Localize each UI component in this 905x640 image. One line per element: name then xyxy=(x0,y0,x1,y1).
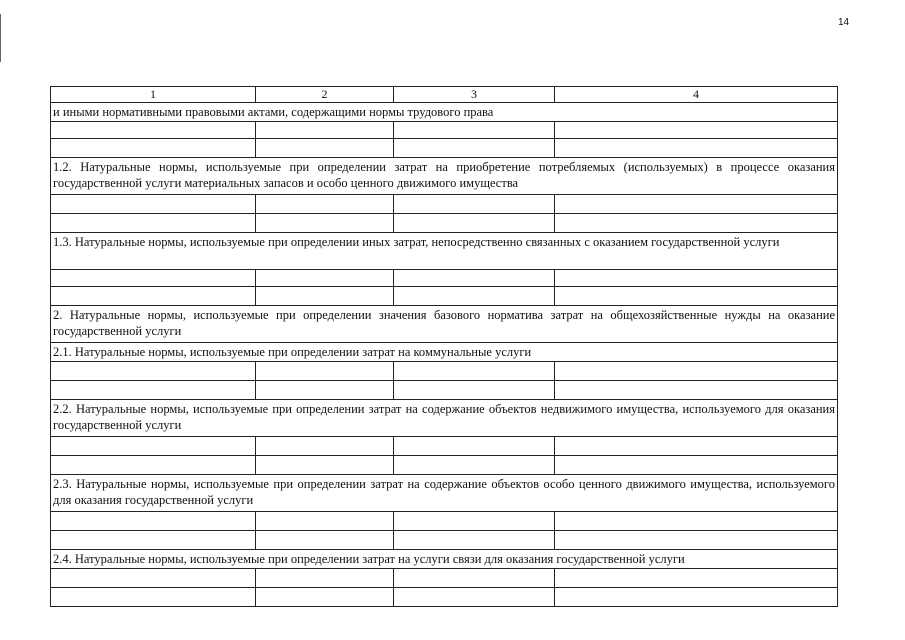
empty-cell xyxy=(51,362,256,380)
empty-cell xyxy=(256,287,394,305)
page-edge-mark xyxy=(0,14,1,62)
empty-cell xyxy=(256,139,394,157)
section-row xyxy=(51,400,838,437)
empty-cell xyxy=(394,588,555,606)
empty-cell xyxy=(51,381,256,399)
column-header-3: 3 xyxy=(394,87,555,102)
empty-cell xyxy=(394,531,555,549)
empty-cell xyxy=(51,588,256,606)
empty-cell xyxy=(51,569,256,587)
section-text: 1.3. Натуральные нормы, используемые при определении иных затрат, непосредственно связанных с оказанием государственной услуги xyxy=(51,233,838,269)
empty-cell xyxy=(555,588,838,606)
norms-table xyxy=(50,86,838,607)
section-row xyxy=(51,306,838,343)
empty-cell xyxy=(555,195,838,213)
empty-cell xyxy=(394,437,555,455)
empty-cell xyxy=(394,139,555,157)
empty-cell xyxy=(51,287,256,305)
empty-cell xyxy=(555,531,838,549)
empty-cell xyxy=(256,270,394,286)
section-text: 2.2. Натуральные нормы, используемые при определении затрат на содержание объектов недвижимого имущества, используемого для оказания государственной услуги xyxy=(51,400,838,436)
empty-cell xyxy=(555,437,838,455)
empty-row xyxy=(51,381,838,400)
empty-cell xyxy=(394,569,555,587)
empty-cell xyxy=(555,512,838,530)
empty-cell xyxy=(256,362,394,380)
empty-row xyxy=(51,588,838,607)
empty-cell xyxy=(51,512,256,530)
empty-cell xyxy=(256,512,394,530)
section-row xyxy=(51,158,838,195)
empty-cell xyxy=(256,437,394,455)
empty-row xyxy=(51,270,838,287)
empty-cell xyxy=(256,195,394,213)
empty-row xyxy=(51,456,838,475)
empty-cell xyxy=(555,139,838,157)
empty-cell xyxy=(51,122,256,138)
empty-cell xyxy=(555,456,838,474)
section-text: и иными нормативными правовыми актами, содержащими нормы трудового права xyxy=(51,103,838,121)
section-text: 1.2. Натуральные нормы, используемые при определении затрат на приобретение потребляемых (используемых) в процессе оказания государственной услуги материальных запасов и особо ценного движимого имущества xyxy=(51,158,838,194)
empty-cell xyxy=(256,456,394,474)
empty-cell xyxy=(394,456,555,474)
empty-cell xyxy=(256,122,394,138)
empty-row xyxy=(51,362,838,381)
section-row xyxy=(51,550,838,569)
column-header-4: 4 xyxy=(555,87,838,102)
column-header-1: 1 xyxy=(51,87,256,102)
empty-cell xyxy=(555,381,838,399)
empty-row xyxy=(51,139,838,158)
empty-cell xyxy=(555,270,838,286)
empty-cell xyxy=(51,195,256,213)
empty-cell xyxy=(51,437,256,455)
column-header-2: 2 xyxy=(256,87,394,102)
empty-cell xyxy=(51,456,256,474)
empty-cell xyxy=(51,139,256,157)
empty-cell xyxy=(555,569,838,587)
empty-row xyxy=(51,437,838,456)
empty-cell xyxy=(51,214,256,232)
page-number: 14 xyxy=(838,17,850,28)
section-text: 2.1. Натуральные нормы, используемые при определении затрат на коммунальные услуги xyxy=(51,343,838,361)
section-text: 2. Натуральные нормы, используемые при определении значения базового норматива затрат на общехозяйственные нужды на оказание государственной услуги xyxy=(51,306,838,342)
empty-cell xyxy=(394,287,555,305)
section-text: 2.3. Натуральные нормы, используемые при определении затрат на содержание объектов особо ценного движимого имущества, используемого для оказания государственной услуги xyxy=(51,475,838,511)
empty-cell xyxy=(555,214,838,232)
empty-row xyxy=(51,195,838,214)
empty-cell xyxy=(51,270,256,286)
empty-cell xyxy=(256,214,394,232)
empty-cell xyxy=(555,122,838,138)
empty-cell xyxy=(256,588,394,606)
section-row xyxy=(51,475,838,512)
empty-cell xyxy=(394,270,555,286)
empty-cell xyxy=(256,531,394,549)
empty-cell xyxy=(394,512,555,530)
empty-cell xyxy=(394,362,555,380)
section-row xyxy=(51,343,838,362)
empty-cell xyxy=(51,531,256,549)
empty-cell xyxy=(555,287,838,305)
empty-cell xyxy=(394,195,555,213)
empty-cell xyxy=(555,362,838,380)
empty-row xyxy=(51,287,838,306)
empty-cell xyxy=(394,381,555,399)
table-header-row xyxy=(51,87,838,103)
empty-row xyxy=(51,512,838,531)
section-row xyxy=(51,103,838,122)
empty-row xyxy=(51,569,838,588)
empty-row xyxy=(51,122,838,139)
empty-cell xyxy=(394,214,555,232)
empty-row xyxy=(51,531,838,550)
empty-row xyxy=(51,214,838,233)
empty-cell xyxy=(394,122,555,138)
empty-cell xyxy=(256,569,394,587)
empty-cell xyxy=(256,381,394,399)
section-text: 2.4. Натуральные нормы, используемые при определении затрат на услуги связи для оказания государственной услуги xyxy=(51,550,838,568)
section-row xyxy=(51,233,838,270)
